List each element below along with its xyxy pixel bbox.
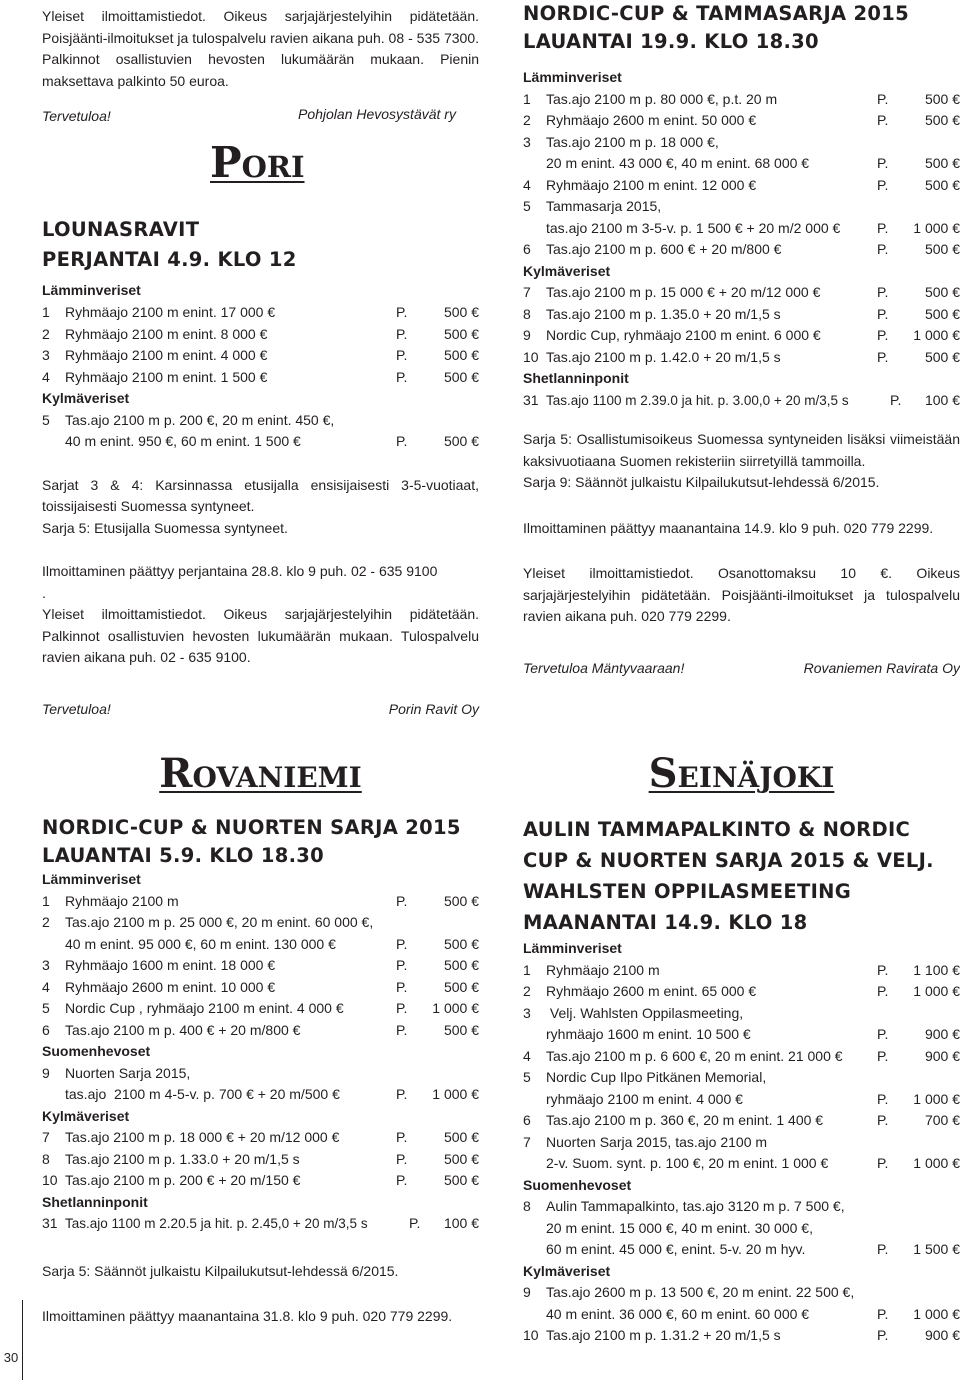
nordic-race-list-pony — [523, 390, 960, 412]
prize-label: P. — [409, 1215, 421, 1231]
race-number: 2 — [42, 325, 50, 342]
prize-amount: 500 € — [443, 368, 479, 385]
prize-label: P. — [877, 155, 889, 171]
nordic-footer-welcome: Tervetuloa Mäntyvaaraan! — [523, 659, 685, 676]
race-number: 5 — [523, 1069, 531, 1085]
race-description: Nordic Cup , ryhmäajo 2100 m enint. 4 000 € — [65, 1000, 344, 1016]
race-number: 2 — [523, 983, 531, 999]
prize-label: P. — [877, 1241, 889, 1257]
rovaniemi-event-title: NORDIC-CUP & NUORTEN SARJA 2015 — [42, 816, 461, 839]
prize-amount: 1 000 € — [913, 983, 960, 999]
rovaniemi-category-pony: Shetlanninponit — [42, 1193, 148, 1210]
seinajoki-category-finnhorse: Suomenhevoset — [523, 1176, 632, 1193]
prize-amount: 500 € — [924, 305, 960, 322]
rovaniemi-notes: Sarja 5: Säännöt julkaistu Kilpailukutsut-lehdessä 6/2015. — [42, 1262, 399, 1279]
prize-amount: 500 € — [443, 1129, 479, 1145]
race-number: 9 — [523, 327, 531, 343]
race-number: 6 — [42, 1021, 50, 1038]
prize-label: P. — [396, 304, 408, 320]
race-description: Tas.ajo 2100 m p. 1.31.2 + 20 m/1,5 s — [546, 1327, 781, 1343]
race-description: Ryhmäajo 2600 m enint. 10 000 € — [65, 978, 276, 995]
race-description: Ryhmäajo 2100 m enint. 17 000 € — [65, 304, 276, 320]
prize-amount: 500 € — [924, 112, 960, 128]
race-description: Ryhmäajo 1600 m enint. 18 000 € — [65, 957, 276, 973]
prize-amount: 500 € — [443, 1172, 479, 1188]
prize-label: P. — [877, 176, 889, 193]
rovaniemi-registration: Ilmoittaminen päättyy maanantaina 31.8. klo 9 puh. 020 779 2299. — [42, 1308, 453, 1324]
race-description: Nuorten Sarja 2015, tas.ajo 2100 m 4-5-v. p. 700 € + 20 m/500 € — [65, 1064, 340, 1102]
prize-label: P. — [877, 241, 889, 257]
race-number: 9 — [42, 1064, 50, 1081]
prize-amount: 900 € — [924, 1026, 960, 1042]
prize-label: P. — [396, 1000, 408, 1016]
rovaniemi-race-list-cold — [42, 1127, 479, 1192]
nordic-registration: Ilmoittaminen päättyy maanantaina 14.9. klo 9 puh. 020 779 2299. — [523, 519, 934, 536]
rovaniemi-race-list-pony — [42, 1213, 479, 1235]
race-description: Tas.ajo 2100 m p. 200 € + 20 m/150 € — [65, 1172, 301, 1188]
race-description: Ryhmäajo 2100 m — [65, 892, 179, 909]
race-description: Tas.ajo 2100 m p. 1.33.0 + 20 m/1,5 s — [65, 1150, 300, 1167]
seinajoki-venue-wrap — [523, 748, 960, 800]
race-number: 5 — [42, 411, 50, 428]
race-number: 1 — [42, 304, 50, 320]
pori-category-warm: Lämminveriset — [42, 282, 141, 298]
prize-amount: 500 € — [443, 347, 479, 363]
nordic-general-info: Yleiset ilmoittamistiedot. Osanottomaksu 10 €. Oikeus sarjajärjestelyihin pidätetään. Poisjäänti-ilmoitukset ja tulospalvelu ravien aikana puh. 020 779 2299. — [523, 565, 960, 624]
race-number: 3 — [42, 347, 50, 363]
race-number: 4 — [42, 978, 50, 995]
race-description: Tas.ajo 2100 m p. 400 € + 20 m/800 € — [65, 1021, 301, 1038]
prize-label: P. — [396, 892, 408, 909]
race-number: 4 — [523, 176, 531, 193]
race-number: 8 — [523, 305, 531, 322]
prize-amount: 700 € — [924, 1112, 960, 1128]
prize-amount: 500 € — [443, 1150, 479, 1167]
prize-amount: 1 000 € — [913, 327, 960, 343]
nordic-race-list — [523, 89, 960, 261]
prize-label: P. — [877, 1305, 889, 1322]
race-number: 6 — [523, 241, 531, 257]
race-description: Tas.ajo 2100 m p. 15 000 € + 20 m/12 000 € — [546, 284, 821, 300]
prize-label: P. — [877, 1155, 889, 1171]
pori-general-info: Yleiset ilmoittamistiedot. Oikeus sarjajärjestelyihin pidätetään. Palkinnot osallistuvien hevosten lukumäärän mukaan. Tulospalvelu ravien aikana puh. 02 - 635 9100. — [42, 606, 479, 665]
race-description: Ryhmäajo 2600 m enint. 65 000 € — [546, 983, 757, 999]
rovaniemi-category-cold: Kylmäveriset — [42, 1107, 130, 1124]
race-description: Tas.ajo 2100 m p. 18 000 € + 20 m/12 000 € — [65, 1129, 340, 1145]
rovaniemi-category-finnhorse: Suomenhevoset — [42, 1043, 151, 1059]
pori-welcome: Tervetuloa! — [42, 108, 111, 124]
nordic-category-pony: Shetlanninponit — [523, 370, 629, 386]
rovaniemi-venue-title: Rovaniemi — [159, 750, 362, 797]
seinajoki-venue-title: Seinäjoki — [648, 750, 835, 797]
race-number: 4 — [523, 1047, 531, 1064]
prize-label: P. — [877, 112, 889, 128]
race-description: Tas.ajo 2100 m p. 600 € + 20 m/800 € — [546, 241, 782, 257]
prize-label: P. — [877, 284, 889, 300]
race-number: 10 — [523, 1327, 539, 1343]
prize-amount: 1 500 € — [913, 1241, 960, 1257]
prize-label: P. — [396, 347, 408, 363]
seinajoki-category-cold: Kylmäveriset — [523, 1262, 611, 1279]
prize-amount: 100 € — [924, 391, 960, 408]
race-number: 7 — [523, 284, 531, 300]
race-description: Tas.ajo 2100 m p. 360 €, 20 m enint. 1 400 € — [546, 1112, 824, 1128]
race-number: 1 — [523, 961, 531, 978]
prize-amount: 500 € — [924, 241, 960, 257]
prize-label: P. — [877, 1327, 889, 1343]
race-number: 3 — [523, 133, 531, 150]
race-number: 2 — [523, 112, 531, 128]
prize-label: P. — [877, 1112, 889, 1128]
race-description: Tas.ajo 2600 m p. 13 500 €, 20 m enint. 22 500 €, 40 m enint. 36 000 €, 60 m enint. 60 000 € — [546, 1284, 855, 1322]
prize-label: P. — [877, 1026, 889, 1042]
race-number: 31 — [523, 391, 539, 408]
prize-amount: 1 000 € — [432, 1086, 479, 1102]
prize-label: P. — [396, 1129, 408, 1145]
page-margin-rule — [22, 1300, 23, 1380]
rovaniemi-venue-wrap — [42, 748, 479, 800]
prize-label: P. — [877, 1047, 889, 1064]
race-number: 7 — [523, 1133, 531, 1150]
prize-label: P. — [877, 90, 889, 107]
race-description: Tas.ajo 2100 m p. 80 000 €, p.t. 20 m — [546, 90, 778, 107]
seinajoki-race-list-cold — [523, 1282, 960, 1347]
seinajoki-race-list-finnhorse — [523, 1196, 960, 1261]
race-description: Tas.ajo 2100 m p. 6 600 €, 20 m enint. 21 000 € — [546, 1047, 843, 1064]
pori-footer-organizer: Porin Ravit Oy — [388, 700, 479, 717]
pori-header — [42, 106, 479, 302]
pori-registration: Ilmoittaminen päättyy perjantaina 28.8. klo 9 puh. 02 - 635 9100 . — [42, 563, 438, 601]
rovaniemi-section — [42, 748, 479, 1328]
race-description: Ryhmäajo 2100 m — [546, 961, 660, 978]
prize-label: P. — [877, 1090, 889, 1107]
prize-amount: 1 000 € — [913, 1155, 960, 1171]
rovaniemi-race-list-finnhorse — [42, 1063, 479, 1106]
prize-amount: 500 € — [443, 978, 479, 995]
prize-label: P. — [396, 1086, 408, 1102]
nordic-footer-organizer: Rovaniemen Ravirata Oy — [803, 659, 960, 676]
prize-label: P. — [877, 305, 889, 322]
nordic-event-title: NORDIC-CUP & TAMMASARJA 2015 — [523, 2, 909, 25]
prize-label: P. — [396, 935, 408, 952]
prize-amount: 1 000 € — [913, 219, 960, 236]
prize-label: P. — [396, 433, 408, 449]
race-number: 3 — [42, 957, 50, 973]
race-number: 10 — [523, 348, 539, 365]
prize-amount: 500 € — [924, 284, 960, 300]
race-number: 8 — [42, 1150, 50, 1167]
pori-event-title: LOUNASRAVIT — [42, 218, 200, 241]
nordic-event-date: LAUANTAI 19.9. KLO 18.30 — [523, 29, 819, 53]
seinajoki-event-title: AULIN TAMMAPALKINTO & NORDIC CUP & NUORTEN SARJA 2015 & VELJ. WAHLSTEN OPPILASMEETING — [523, 818, 934, 903]
prize-amount: 1 000 € — [432, 1000, 479, 1016]
prize-label: P. — [396, 1172, 408, 1188]
nordic-notes: Sarja 5: Osallistumisoikeus Suomessa syntyneiden lisäksi viimeistään kaksivuotiaana Suomen rekisteriin siirretyillä tammoilla. Sarja 9: Säännöt julkaistu Kilpailukutsut-lehdessä 6/2015. — [523, 431, 960, 490]
race-description: Ryhmäajo 2600 m enint. 50 000 € — [546, 112, 757, 128]
prize-amount: 500 € — [443, 1021, 479, 1038]
race-number: 2 — [42, 914, 50, 930]
prize-label: P. — [396, 368, 408, 385]
prize-label: P. — [877, 961, 889, 978]
race-number: 31 — [42, 1215, 58, 1231]
race-number: 1 — [42, 892, 50, 909]
race-number: 10 — [42, 1172, 58, 1188]
race-number: 6 — [523, 1112, 531, 1128]
prize-label: P. — [396, 325, 408, 342]
race-number: 7 — [42, 1129, 50, 1145]
prize-amount: 900 € — [924, 1047, 960, 1064]
prize-amount: 100 € — [443, 1215, 479, 1231]
pori-venue-title: Pori — [210, 138, 305, 187]
race-description: Ryhmäajo 2100 m enint. 8 000 € — [65, 325, 268, 342]
rovaniemi-race-list — [42, 891, 479, 1042]
prize-amount: 500 € — [924, 155, 960, 171]
race-number: 1 — [523, 90, 531, 107]
pori-intro: Yleiset ilmoittamistiedot. Oikeus sarjajärjestelyihin pidätetään. Poisjäänti-ilmoitukset ja tulospalvelu ravien aikana puh. 08 - 535 7300. Palkinnot osallistuvien hevosten lukumäärän mukaan. Pienin maksettava palkinto 50 euroa. — [42, 8, 479, 89]
pori-category-cold: Kylmäveriset — [42, 390, 130, 406]
seinajoki-race-list — [523, 960, 960, 1175]
rovaniemi-category-warm: Lämminveriset — [42, 871, 141, 887]
prize-label: P. — [396, 957, 408, 973]
pori-notes: Sarjat 3 & 4: Karsinnassa etusijalla ensisijaisesti 3-5-vuotiaat, toissijaisesti Suomessa syntyneet. Sarja 5: Etusijalla Suomessa syntyneet. — [42, 476, 479, 536]
race-description: Tammasarja 2015, tas.ajo 2100 m 3-5-v. p. 1 500 € + 20 m/2 000 € — [546, 198, 841, 236]
prize-amount: 500 € — [443, 892, 479, 909]
prize-amount: 500 € — [443, 433, 479, 449]
race-description: Ryhmäajo 2100 m enint. 12 000 € — [546, 176, 757, 193]
page-number: 30 — [3, 1350, 19, 1365]
race-description: Ryhmäajo 2100 m enint. 1 500 € — [65, 368, 268, 385]
seinajoki-category-warm: Lämminveriset — [523, 940, 622, 956]
prize-label: P. — [877, 348, 889, 365]
race-number: 3 — [523, 1004, 531, 1021]
pori-event-date: PERJANTAI 4.9. KLO 12 — [42, 248, 297, 271]
prize-label: P. — [396, 1021, 408, 1038]
nordic-race-list-cold — [523, 282, 960, 368]
nordic-section — [523, 0, 960, 679]
race-number: 4 — [42, 368, 50, 385]
prize-label: P. — [890, 391, 902, 408]
prize-amount: 500 € — [443, 304, 479, 320]
prize-amount: 900 € — [924, 1327, 960, 1343]
prize-amount: 500 € — [924, 348, 960, 365]
pori-race-list — [42, 302, 479, 388]
prize-label: P. — [396, 1150, 408, 1167]
prize-amount: 500 € — [443, 325, 479, 342]
race-description: Velj. Wahlsten Oppilasmeeting, ryhmäajo 1600 m enint. 10 500 € — [546, 1004, 751, 1042]
race-description: Nordic Cup Ilpo Pitkänen Memorial, ryhmäajo 2100 m enint. 4 000 € — [546, 1069, 767, 1107]
race-number: 8 — [523, 1198, 531, 1214]
prize-label: P. — [396, 978, 408, 995]
prize-amount: 1 000 € — [913, 1305, 960, 1322]
prize-amount: 500 € — [924, 176, 960, 193]
nordic-footer — [523, 658, 960, 680]
prize-label: P. — [877, 327, 889, 343]
prize-label: P. — [877, 983, 889, 999]
race-description: Tas.ajo 2100 m p. 1.42.0 + 20 m/1,5 s — [546, 348, 781, 365]
rovaniemi-event-date: LAUANTAI 5.9. KLO 18.30 — [42, 843, 325, 867]
race-description: Aulin Tammapalkinto, tas.ajo 3120 m p. 7 500 €, 20 m enint. 15 000 €, 40 m enint. 30 000 €, 60 m enint. 45 000 €, enint. 5-v. 20 m hyv. — [546, 1198, 845, 1257]
pori-section — [42, 6, 479, 720]
race-number: 9 — [523, 1284, 531, 1300]
race-description: Tas.ajo 2100 m p. 200 €, 20 m enint. 450 €, 40 m enint. 950 €, 60 m enint. 1 500 € — [65, 411, 335, 449]
race-description: Ryhmäajo 2100 m enint. 4 000 € — [65, 347, 268, 363]
race-description: Tas.ajo 2100 m p. 18 000 €, 20 m enint. 43 000 €, 40 m enint. 68 000 € — [546, 133, 810, 171]
pori-footer-welcome: Tervetuloa! — [42, 700, 111, 717]
seinajoki-event-date: MAANANTAI 14.9. KLO 18 — [523, 911, 808, 934]
nordic-category-cold: Kylmäveriset — [523, 262, 611, 279]
pori-organizer: Pohjolan Hevosystävät ry — [298, 106, 456, 122]
prize-amount: 1 100 € — [913, 961, 960, 978]
race-description: Tas.ajo 1100 m 2.39.0 ja hit. p. 3.00,0 + 20 m/3,5 s — [546, 392, 849, 408]
race-description: Tas.ajo 2100 m p. 25 000 €, 20 m enint. 60 000 €, 40 m enint. 95 000 €, 60 m enint. 130 000 € — [65, 914, 374, 952]
prize-amount: 500 € — [443, 935, 479, 952]
race-number: 5 — [523, 198, 531, 214]
race-description: Nordic Cup, ryhmäajo 2100 m enint. 6 000 € — [546, 327, 821, 343]
race-number: 5 — [42, 1000, 50, 1016]
prize-amount: 500 € — [443, 957, 479, 973]
race-description: Tas.ajo 1100 m 2.20.5 ja hit. p. 2.45,0 + 20 m/3,5 s — [65, 1216, 368, 1231]
race-description: Tas.ajo 2100 m p. 1.35.0 + 20 m/1,5 s — [546, 305, 781, 322]
prize-amount: 1 000 € — [913, 1090, 960, 1107]
pori-footer — [42, 699, 479, 721]
nordic-category-warm: Lämminveriset — [523, 69, 622, 85]
prize-label: P. — [877, 219, 889, 236]
prize-amount: 500 € — [924, 90, 960, 107]
race-description: Nuorten Sarja 2015, tas.ajo 2100 m 2-v. Suom. synt. p. 100 €, 20 m enint. 1 000 € — [546, 1133, 829, 1171]
seinajoki-section — [523, 748, 960, 1347]
pori-race-list-cold — [42, 410, 479, 453]
